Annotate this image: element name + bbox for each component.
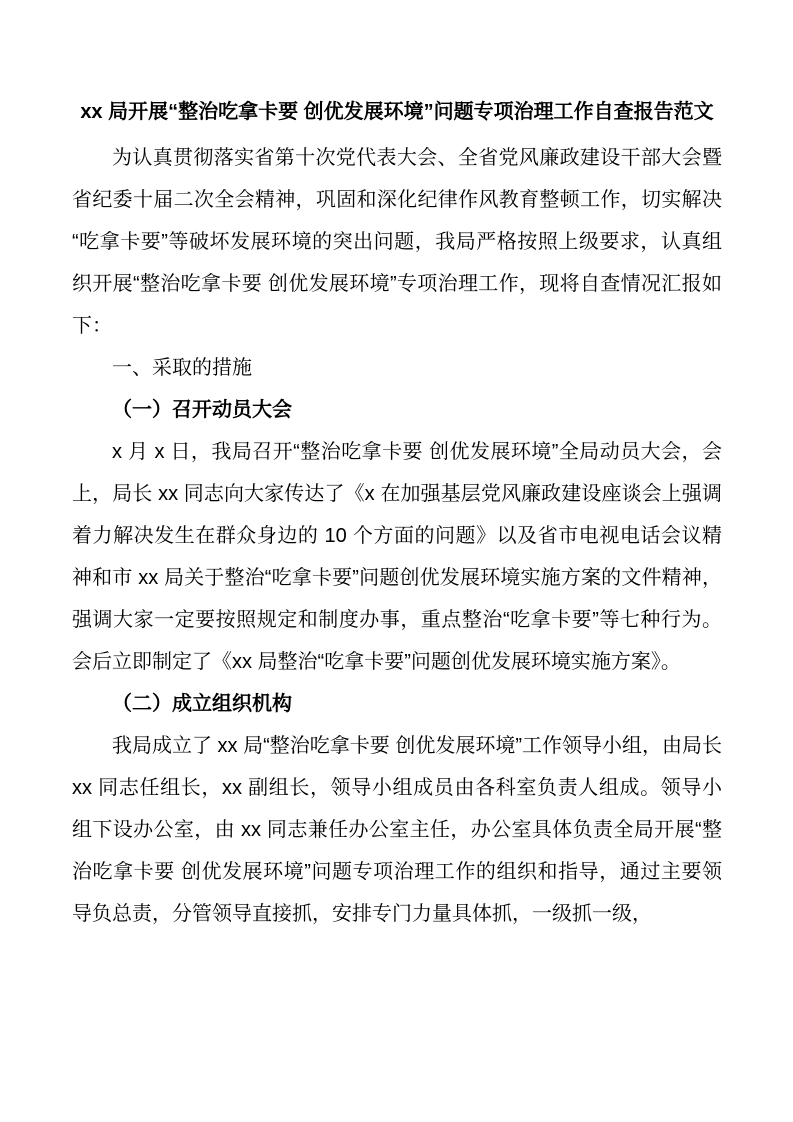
document-title: xx 局开展“整治吃拿卡要 创优发展环境”问题专项治理工作自查报告范文: [80, 101, 714, 123]
section-heading-measures: 一、采取的措施: [112, 357, 252, 379]
subsection-heading-mobilization-meeting: （一）召开动员大会: [112, 399, 292, 421]
paragraph-intro: 为认真贯彻落实省第十次党代表大会、全省党风廉政建设干部大会暨省纪委十届二次全会精神，巩固和深化纪律作风教育整顿工作，切实解决“吃拿卡要”等破坏发展环境的突出问题，我局严格按照上级要求，认真组织开展“整治吃拿卡要 创优发展环境”专项治理工作，现将自查情况汇报如下：: [72, 147, 722, 337]
subsection-heading-organization-setup: （二）成立组织机构: [112, 693, 292, 715]
paragraph-mobilization-meeting: x 月 x 日，我局召开“整治吃拿卡要 创优发展环境”全局动员大会，会上，局长 xx 同志向大家传达了《x 在加强基层党风廉政建设座谈会上强调着力解决发生在群众身边的 10 个方面的问题》以及省市电视电话会议精神和市 xx 局关于整治“吃拿卡要”问题创优发展环境实施方案的文件精神，强调大家一定要按照规定和制度办事，重点整治“吃拿卡要”等七种行为。会后立即制定了《xx 局整治“吃拿卡要”问题创优发展环境实施方案》。: [72, 441, 722, 673]
paragraph-organization-setup: 我局成立了 xx 局“整治吃拿卡要 创优发展环境”工作领导小组，由局长 xx 同志任组长，xx 副组长，领导小组成员由各科室负责人组成。领导小组下设办公室，由 xx 同志兼任办公室主任，办公室具体负责全局开展“整治吃拿卡要 创优发展环境”问题专项治理工作的组织和指导，通过主要领导负总责，分管领导直接抓，安排专门力量具体抓，一级抓一级，: [72, 735, 722, 925]
